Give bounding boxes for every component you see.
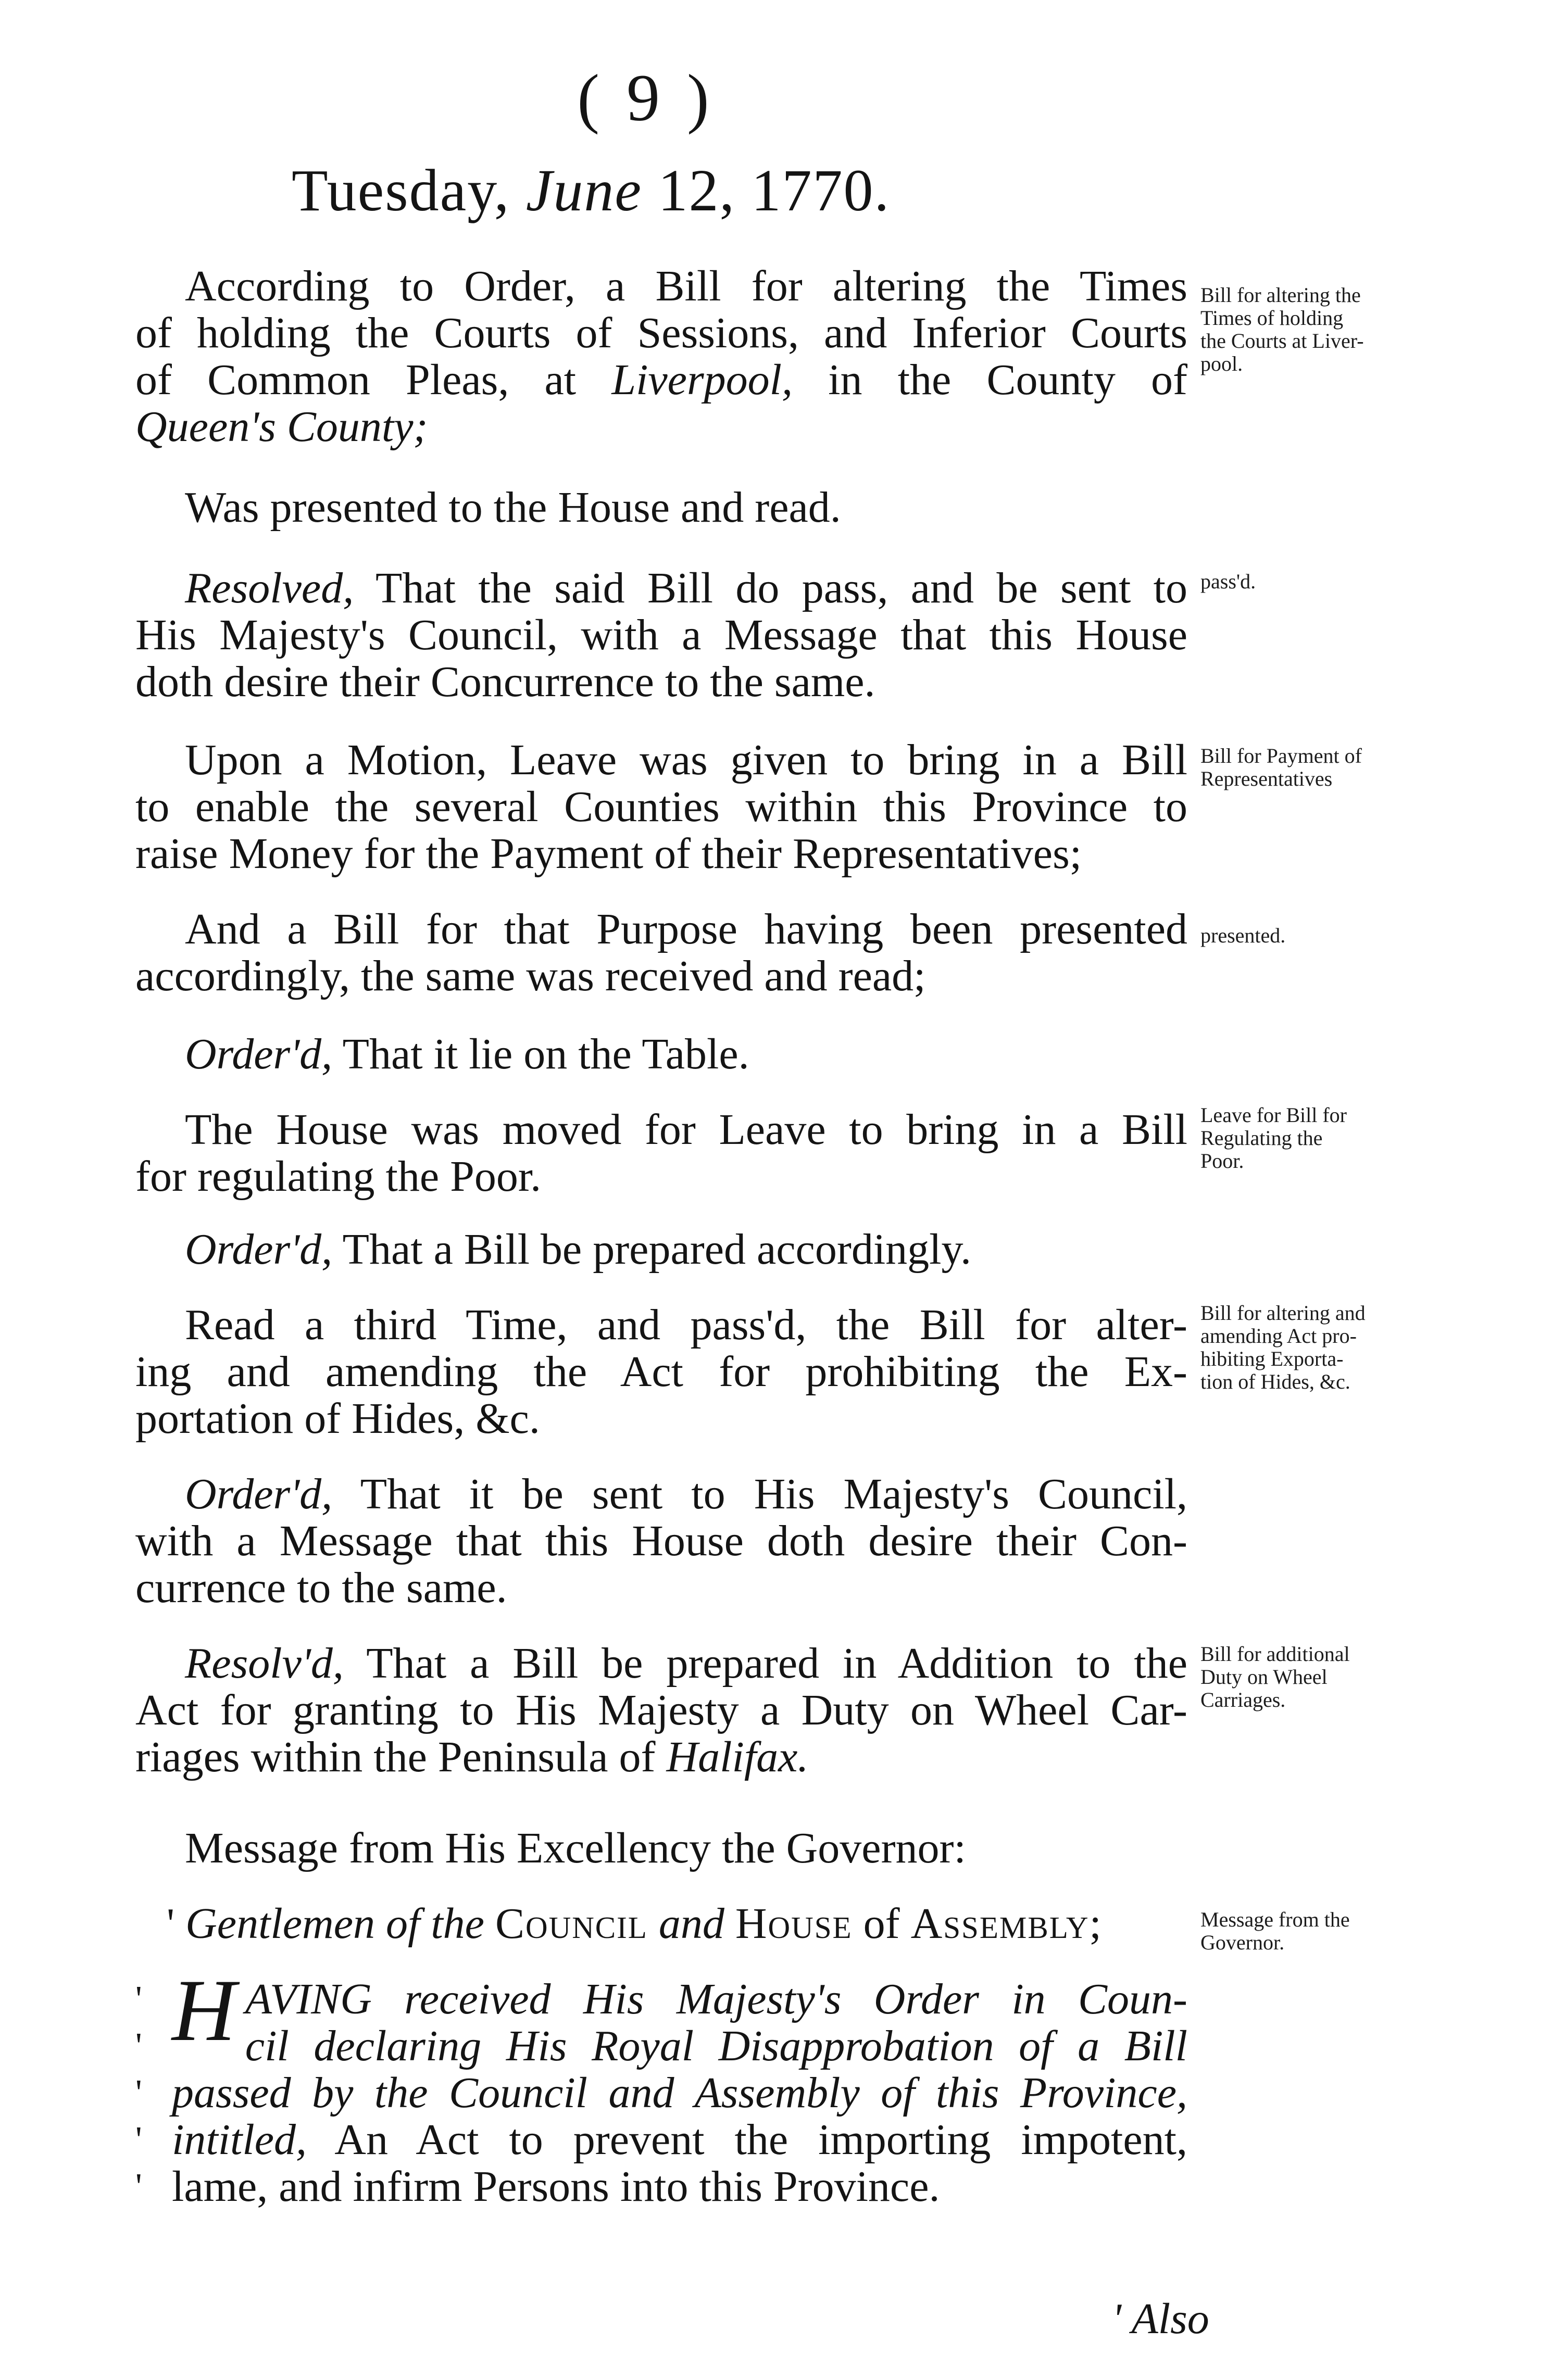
text-line [167, 1900, 1187, 1947]
text-span: That it lie on the Table. [342, 1030, 749, 1078]
quote-mark: ' [135, 2073, 142, 2113]
quote-mark: ' [135, 1979, 142, 2019]
text-span: That it be sent to His Majesty's Council, [360, 1470, 1187, 1518]
margin-note-hides [1200, 1302, 1471, 1393]
entry-lie-on-table [135, 1031, 1187, 1078]
note-line: amending Act pro- [1200, 1324, 1357, 1348]
text-span: ; [1089, 1899, 1102, 1948]
entry-bill-presented [135, 906, 1187, 1000]
note-line: Bill for altering the [1200, 283, 1361, 307]
text-line [135, 1471, 1187, 1518]
quote-mark: ' [135, 2120, 142, 2160]
margin-note-wheel [1200, 1643, 1471, 1711]
note-line: Bill for additional [1200, 1642, 1350, 1666]
text-line: for regulating the Poor. [135, 1152, 542, 1201]
text-line [172, 2117, 1187, 2163]
text-span: That the said Bill do pass, and be sent to [376, 564, 1188, 612]
text-span: An Act to prevent the importing impotent, [334, 2115, 1188, 2164]
margin-note-courts [1200, 284, 1471, 375]
paragraph [135, 1825, 1187, 1872]
note-line: the Courts at Liver- [1200, 329, 1364, 352]
date-weekday: Tuesday, [292, 157, 510, 223]
text-span: of [863, 1899, 900, 1948]
paragraph [135, 263, 1187, 450]
text-line: cil declaring His Royal Disapprobation of a Bill [245, 2022, 1187, 2070]
orderd-word: Order'd, [185, 1225, 333, 1274]
text-line: AVING received His Majesty's Order in Coun- [245, 1975, 1187, 2023]
note-line: hibiting Exporta- [1200, 1347, 1344, 1370]
paragraph [135, 906, 1187, 1000]
text-line: to enable the several Counties within this Province to [135, 783, 1187, 831]
paragraph [135, 484, 1187, 531]
note-line: Representatives [1200, 767, 1333, 790]
orderd-word: Order'd, [185, 1470, 333, 1518]
text-line: And a Bill for that Purpose having been presented [185, 905, 1187, 953]
text-line [185, 1226, 1187, 1273]
note-line: pool. [1200, 352, 1243, 375]
entry-presented [135, 484, 1187, 531]
county-name: Queen's County; [135, 402, 428, 451]
catchword: ' Also [1112, 2295, 1209, 2343]
text-line: of holding the Courts of Sessions, and Inferior Courts [135, 309, 1187, 357]
text-span: of Common Pleas, at [135, 356, 577, 404]
text-span: That a Bill be prepared accordingly. [342, 1225, 972, 1274]
message-salutation [135, 1900, 1187, 1947]
orderd-word: Order'd, [185, 1030, 333, 1078]
text-line: Message from His Excellency the Governor: [185, 1824, 966, 1872]
quote-mark: ' [135, 2167, 142, 2207]
margin-note-passd: pass'd. [1200, 570, 1256, 593]
text-line [135, 1640, 1187, 1687]
entry-resolved-pass [135, 565, 1187, 706]
text-span: House [735, 1899, 853, 1948]
text-span: Council [495, 1899, 648, 1948]
text-line: portation of Hides, &c. [135, 1394, 540, 1443]
text-span: in the County of [828, 356, 1188, 404]
text-span: and [658, 1899, 724, 1948]
margin-note-poor [1200, 1104, 1471, 1173]
text-span: intitled, [172, 2115, 307, 2164]
paragraph [135, 1471, 1187, 1611]
margin-note-governor [1200, 1908, 1471, 1954]
text-line [135, 1734, 1187, 1781]
margin-note-presented: presented. [1200, 924, 1286, 947]
paragraph [135, 737, 1187, 877]
quote-mark: ' [135, 2026, 142, 2066]
text-line [135, 357, 1187, 404]
quote-mark: ' [167, 1899, 175, 1948]
page-number: ( 9 ) [577, 61, 715, 135]
text-line: ing and amending the Act for prohibiting the Ex- [135, 1348, 1187, 1396]
text-line: accordingly, the same was received and read; [135, 952, 926, 1000]
entry-hides-bill [135, 1302, 1187, 1442]
note-line: Message from the [1200, 1908, 1350, 1931]
text-line: The House was moved for Leave to bring in a Bill [185, 1105, 1187, 1154]
resolved-word: Resolved, [185, 564, 354, 612]
entry-courts-bill [135, 263, 1187, 450]
text-line: Was presented to the House and read. [185, 483, 841, 532]
text-line: currence to the same. [135, 1564, 507, 1612]
entry-bill-prepared [135, 1226, 1187, 1273]
entry-motion-representatives [135, 737, 1187, 877]
text-span: Assembly [910, 1899, 1090, 1948]
margin-note-payment [1200, 745, 1471, 790]
text-line: Upon a Motion, Leave was given to bring in a Bill [185, 736, 1187, 784]
entry-governor-message [135, 1825, 1187, 1872]
entry-regulating-poor [135, 1106, 1187, 1200]
text-line: raise Money for the Payment of their Representatives; [135, 829, 1082, 878]
paragraph [135, 1900, 1187, 1947]
note-line: Times of holding [1200, 306, 1344, 330]
note-line: Bill for Payment of [1200, 744, 1362, 767]
text-span: That a Bill be prepared in Addition to the [366, 1639, 1188, 1688]
text-span: riages within the Peninsula of [135, 1733, 656, 1781]
place-name: Liverpool, [611, 356, 793, 404]
paragraph [135, 1226, 1187, 1273]
note-line: Poor. [1200, 1149, 1244, 1173]
text-line: passed by the Council and Assembly of this Province, [172, 2069, 1187, 2117]
text-line: According to Order, a Bill for altering the Times [185, 262, 1187, 310]
paragraph [135, 1106, 1187, 1200]
date-month: June [525, 157, 642, 223]
text-line: His Majesty's Council, with a Message that this House [135, 611, 1187, 659]
note-line: tion of Hides, &c. [1200, 1370, 1350, 1393]
date-day-year: 12, 1770. [658, 157, 890, 223]
note-line: Leave for Bill for [1200, 1103, 1347, 1127]
text-line [135, 404, 1187, 450]
paragraph [135, 1031, 1187, 1078]
text-line: lame, and infirm Persons into this Province. [172, 2162, 940, 2211]
text-line: with a Message that this House doth desire their Con- [135, 1517, 1187, 1565]
message-body [135, 1961, 1188, 2211]
note-line: Bill for altering and [1200, 1301, 1366, 1325]
entry-sent-to-council [135, 1471, 1187, 1611]
paragraph [135, 565, 1187, 706]
drop-capital: H [172, 1961, 236, 2059]
entry-wheel-carriages [135, 1640, 1187, 1781]
note-line: Governor. [1200, 1931, 1285, 1954]
session-date [292, 156, 1125, 225]
text-line [135, 565, 1187, 612]
paragraph [135, 1640, 1187, 1781]
paragraph [135, 1302, 1187, 1442]
text-line: Act for granting to His Majesty a Duty on Wheel Car- [135, 1686, 1187, 1734]
resolvd-word: Resolv'd, [185, 1639, 344, 1688]
text-line [185, 1031, 1187, 1078]
text-span: Gentlemen of the [185, 1899, 484, 1948]
note-line: Duty on Wheel [1200, 1665, 1328, 1689]
note-line: Carriages. [1200, 1688, 1286, 1711]
text-line: Read a third Time, and pass'd, the Bill for alter- [185, 1301, 1187, 1349]
text-line: doth desire their Concurrence to the same. [135, 658, 875, 706]
quoted-paragraph [135, 1961, 1188, 2211]
note-line: Regulating the [1200, 1126, 1323, 1150]
place-name: Halifax. [666, 1733, 809, 1781]
